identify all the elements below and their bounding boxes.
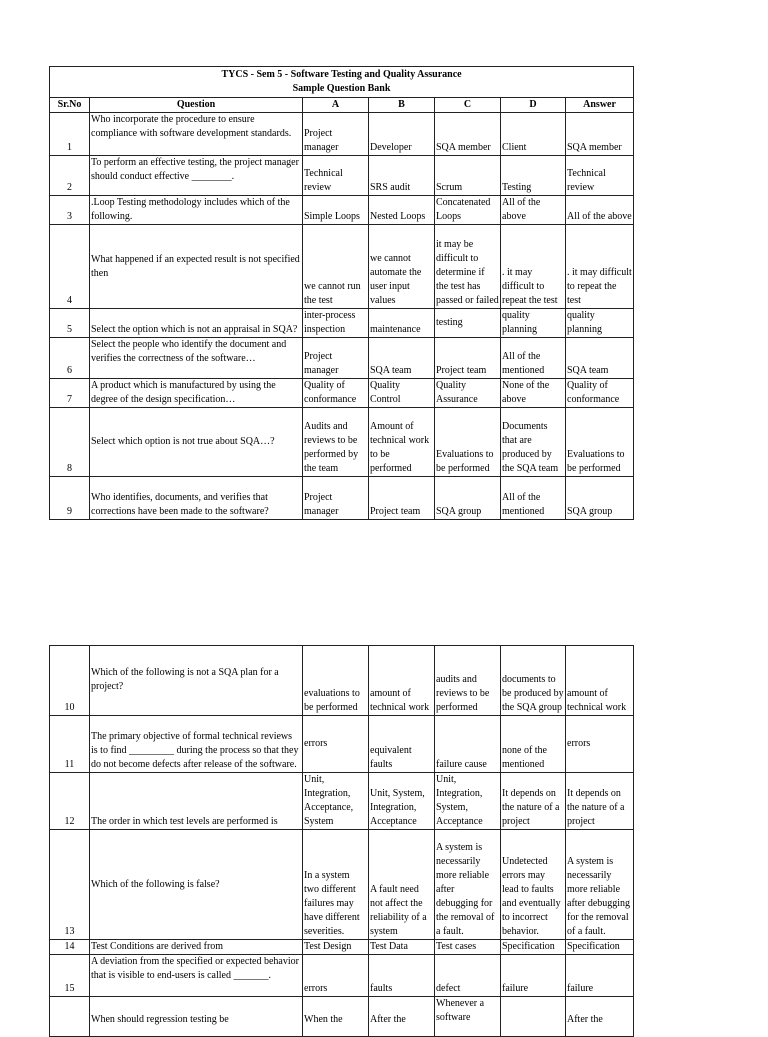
option-d: failure	[501, 955, 566, 997]
option-d: Client	[501, 113, 566, 156]
option-b: equivalent faults	[369, 716, 435, 773]
question-text: The order in which test levels are performed is	[90, 773, 303, 830]
table-row	[50, 646, 634, 716]
table-row	[50, 338, 634, 379]
option-b: faults	[369, 955, 435, 997]
answer: It depends on the nature of a project	[566, 773, 634, 830]
option-d: quality planning	[501, 309, 566, 338]
question-text: Select the people who identify the document and verifies the correctness of the software…	[90, 338, 303, 379]
question-text: The primary objective of formal technical reviews is to find _________ during the process so that they do not become defects after release of the software.	[90, 716, 303, 773]
sr-no: 15	[50, 955, 90, 997]
option-b: Project team	[369, 477, 435, 520]
question-text: Select which option is not true about SQA…?	[90, 408, 303, 477]
option-c: Project team	[435, 338, 501, 379]
header-question: Question	[90, 98, 303, 113]
option-d: Documents that are produced by the SQA team	[501, 408, 566, 477]
table-row	[50, 477, 634, 520]
option-b: SQA team	[369, 338, 435, 379]
column-header-row	[50, 98, 634, 113]
header-option-d: D	[501, 98, 566, 113]
option-d: Specification	[501, 940, 566, 955]
option-c: audits and reviews to be performed	[435, 646, 501, 716]
header-answer: Answer	[566, 98, 634, 113]
option-b: Unit, System, Integration, Acceptance	[369, 773, 435, 830]
table-row	[50, 196, 634, 225]
answer: quality planning	[566, 309, 634, 338]
title-line-2: Sample Question Bank	[292, 83, 391, 94]
question-text: To perform an effective testing, the project manager should conduct effective ________.	[90, 156, 303, 196]
option-d: All of the mentioned	[501, 338, 566, 379]
sr-no: 1	[50, 113, 90, 156]
table-row	[50, 309, 634, 338]
option-c: A system is necessarily more reliable after debugging for the removal of a fault.	[435, 830, 501, 940]
option-b: SRS audit	[369, 156, 435, 196]
table-title	[50, 67, 634, 98]
option-a: In a system two different failures may have different severities.	[303, 830, 369, 940]
option-c: Whenever a software	[435, 997, 501, 1037]
answer: SQA group	[566, 477, 634, 520]
option-b: we cannot automate the user input values	[369, 225, 435, 309]
table-row	[50, 955, 634, 997]
question-bank-table-2	[49, 645, 634, 1037]
option-b: amount of technical work	[369, 646, 435, 716]
option-d: . it may difficult to repeat the test	[501, 225, 566, 309]
sr-no: 7	[50, 379, 90, 408]
answer: A system is necessarily more reliable after debugging for the removal of a fault.	[566, 830, 634, 940]
option-b: Amount of technical work to be performed	[369, 408, 435, 477]
sr-no: 13	[50, 830, 90, 940]
question-text: Which of the following is false?	[90, 830, 303, 940]
question-text: Select the option which is not an appraisal in SQA?	[90, 309, 303, 338]
option-a: Test Design	[303, 940, 369, 955]
option-c: defect	[435, 955, 501, 997]
table-row	[50, 156, 634, 196]
table-row	[50, 773, 634, 830]
answer: SQA team	[566, 338, 634, 379]
question-text: What happened if an expected result is not specified then	[90, 225, 303, 309]
answer: errors	[566, 716, 634, 773]
option-d: documents to be produced by the SQA group	[501, 646, 566, 716]
option-a: Quality of conformance	[303, 379, 369, 408]
option-c: testing	[435, 309, 501, 338]
option-d: Testing	[501, 156, 566, 196]
sr-no: 6	[50, 338, 90, 379]
option-b: maintenance	[369, 309, 435, 338]
option-a: Project manager	[303, 338, 369, 379]
option-b: Test Data	[369, 940, 435, 955]
option-a: Project manager	[303, 477, 369, 520]
sr-no: 9	[50, 477, 90, 520]
question-text: A deviation from the specified or expected behavior that is visible to end-users is called _______.	[90, 955, 303, 997]
question-text: A product which is manufactured by using the degree of the design specification…	[90, 379, 303, 408]
option-b: Nested Loops	[369, 196, 435, 225]
option-d	[501, 997, 566, 1037]
table-row	[50, 225, 634, 309]
title-line-1: TYCS - Sem 5 - Software Testing and Quality Assurance	[221, 69, 462, 80]
option-a: we cannot run the test	[303, 225, 369, 309]
question-text: Who incorporate the procedure to ensure compliance with software development standards.	[90, 113, 303, 156]
table-row	[50, 408, 634, 477]
question-text: Which of the following is not a SQA plan for a project?	[90, 646, 303, 716]
sr-no: 8	[50, 408, 90, 477]
option-c: Unit, Integration, System, Acceptance	[435, 773, 501, 830]
option-c: failure cause	[435, 716, 501, 773]
answer: Technical review	[566, 156, 634, 196]
option-d: It depends on the nature of a project	[501, 773, 566, 830]
option-d: Undetected errors may lead to faults and eventually to incorrect behavior.	[501, 830, 566, 940]
table-row	[50, 379, 634, 408]
answer: After the	[566, 997, 634, 1037]
answer: failure	[566, 955, 634, 997]
option-b: A fault need not affect the reliability of a system	[369, 830, 435, 940]
option-c: Quality Assurance	[435, 379, 501, 408]
sr-no: 3	[50, 196, 90, 225]
sr-no: 11	[50, 716, 90, 773]
answer: amount of technical work	[566, 646, 634, 716]
sr-no: 14	[50, 940, 90, 955]
answer: All of the above	[566, 196, 634, 225]
answer: Quality of conformance	[566, 379, 634, 408]
answer: . it may difficult to repeat the test	[566, 225, 634, 309]
sr-no: 10	[50, 646, 90, 716]
option-c: Evaluations to be performed	[435, 408, 501, 477]
table-row	[50, 716, 634, 773]
answer: Specification	[566, 940, 634, 955]
table-row	[50, 113, 634, 156]
header-sr-no: Sr.No	[50, 98, 90, 113]
header-option-a: A	[303, 98, 369, 113]
option-d: none of the mentioned	[501, 716, 566, 773]
option-a: inter-process inspection	[303, 309, 369, 338]
option-d: None of the above	[501, 379, 566, 408]
option-c: Scrum	[435, 156, 501, 196]
option-a: Project manager	[303, 113, 369, 156]
option-a: Unit, Integration, Acceptance, System	[303, 773, 369, 830]
sr-no: 12	[50, 773, 90, 830]
header-option-c: C	[435, 98, 501, 113]
option-d: All of the above	[501, 196, 566, 225]
table-row	[50, 830, 634, 940]
option-a: Technical review	[303, 156, 369, 196]
option-a: errors	[303, 716, 369, 773]
question-text: Test Conditions are derived from	[90, 940, 303, 955]
option-b: Developer	[369, 113, 435, 156]
answer: Evaluations to be performed	[566, 408, 634, 477]
option-c: SQA group	[435, 477, 501, 520]
option-c: Concatenated Loops	[435, 196, 501, 225]
option-c: SQA member	[435, 113, 501, 156]
sr-no: 5	[50, 309, 90, 338]
option-a: Simple Loops	[303, 196, 369, 225]
question-bank-table-1	[49, 66, 634, 520]
option-c: Test cases	[435, 940, 501, 955]
question-text: .Loop Testing methodology includes which of the following.	[90, 196, 303, 225]
option-a: When the	[303, 997, 369, 1037]
table-row	[50, 940, 634, 955]
header-option-b: B	[369, 98, 435, 113]
option-a: evaluations to be performed	[303, 646, 369, 716]
sr-no: 4	[50, 225, 90, 309]
option-b: Quality Control	[369, 379, 435, 408]
option-b: After the	[369, 997, 435, 1037]
answer: SQA member	[566, 113, 634, 156]
option-a: errors	[303, 955, 369, 997]
table-row	[50, 997, 634, 1037]
option-a: Audits and reviews to be performed by the team	[303, 408, 369, 477]
option-c: it may be difficult to determine if the test has passed or failed	[435, 225, 501, 309]
sr-no	[50, 997, 90, 1037]
sr-no: 2	[50, 156, 90, 196]
option-d: All of the mentioned	[501, 477, 566, 520]
question-text: Who identifies, documents, and verifies that corrections have been made to the software?	[90, 477, 303, 520]
question-text: When should regression testing be	[90, 997, 303, 1037]
